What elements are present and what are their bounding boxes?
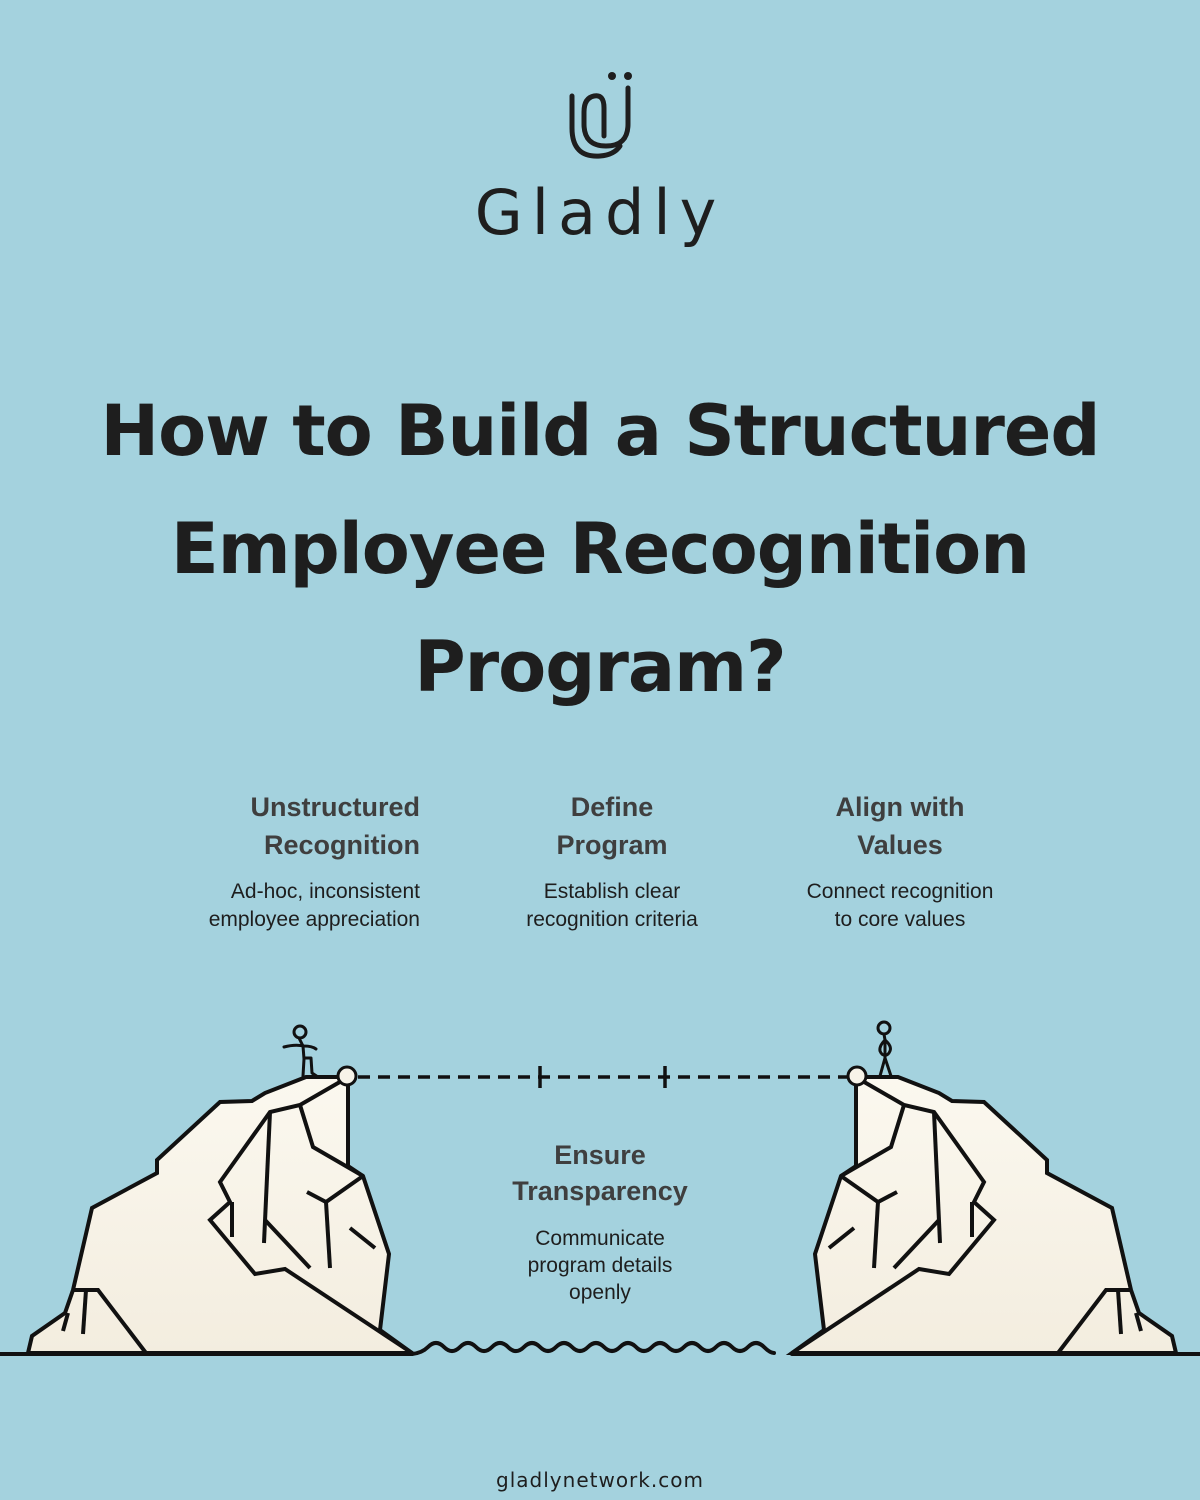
- step-unstructured-recognition: [120, 788, 420, 934]
- water-waves-icon: [0, 1343, 1200, 1354]
- step-title-line: Define: [570, 792, 654, 822]
- page-title: [100, 372, 1100, 726]
- step-title: [750, 788, 1050, 864]
- stick-figure-standing-icon: [878, 1022, 891, 1076]
- step-desc-line: employee appreciation: [208, 908, 420, 931]
- step-description: [462, 878, 762, 934]
- gladly-logo-mark-icon: [562, 66, 644, 162]
- step-desc-line: recognition criteria: [526, 908, 698, 931]
- rope-anchor-icon: [848, 1067, 866, 1085]
- step-description: [750, 878, 1050, 934]
- step-desc-line: Ad-hoc, inconsistent: [230, 880, 420, 903]
- right-cliff: [792, 1077, 1176, 1353]
- step-title-line: Transparency: [512, 1176, 688, 1206]
- brand-name: Gladly: [474, 176, 726, 249]
- step-desc-line: to core values: [834, 908, 966, 931]
- step-title-line: Recognition: [264, 830, 420, 860]
- dashed-bridge: [358, 1066, 848, 1088]
- step-title-line: Ensure: [554, 1140, 646, 1170]
- rope-anchor-icon: [338, 1067, 356, 1085]
- step-description: [120, 878, 420, 934]
- step-desc-line: openly: [569, 1281, 631, 1304]
- stick-figure-stepping-icon: [284, 1026, 318, 1077]
- step-title-line: Program: [556, 830, 668, 860]
- title-line: How to Build a Structured: [100, 390, 1100, 472]
- step-desc-line: Communicate: [535, 1227, 665, 1250]
- step-align-with-values: [750, 788, 1050, 934]
- footer-url[interactable]: gladlynetwork.com: [496, 1468, 704, 1492]
- step-title-line: Align with: [835, 792, 965, 822]
- step-title: [120, 788, 420, 864]
- step-desc-line: Connect recognition: [806, 880, 994, 903]
- step-desc-line: program details: [527, 1254, 673, 1277]
- title-line: Program?: [414, 626, 786, 708]
- step-ensure-transparency: [450, 1137, 750, 1306]
- step-define-program: [462, 788, 762, 934]
- step-title-line: Values: [857, 830, 943, 860]
- title-line: Employee Recognition: [170, 508, 1030, 590]
- left-cliff: [28, 1077, 412, 1353]
- step-title-line: Unstructured: [250, 792, 420, 822]
- step-title: [450, 1137, 750, 1209]
- step-title: [462, 788, 762, 864]
- step-desc-line: Establish clear: [543, 880, 681, 903]
- step-description: [450, 1225, 750, 1306]
